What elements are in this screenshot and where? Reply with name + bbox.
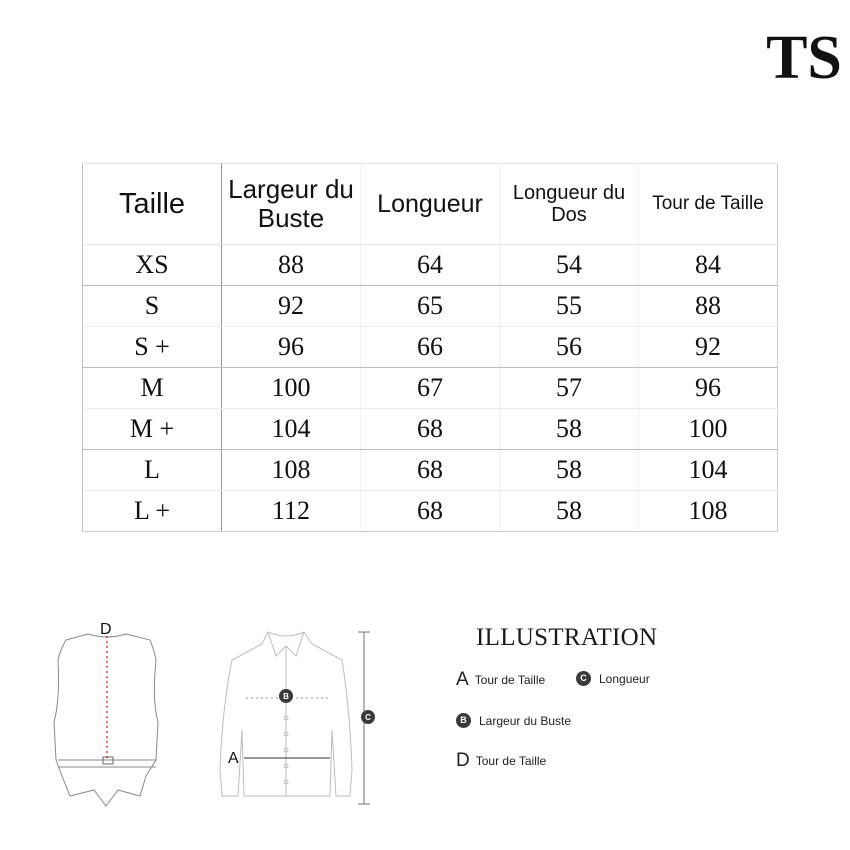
- legend-item-a: [456, 670, 545, 689]
- table-cell: XS: [83, 245, 222, 286]
- table-cell: 96: [222, 327, 361, 368]
- legend-item-b: [456, 713, 571, 728]
- table-row: [83, 368, 778, 409]
- garment-measurement-drawing: [0, 600, 420, 830]
- table-cell: 57: [500, 368, 639, 409]
- legend-item-d: [456, 751, 546, 770]
- ts-monogram-logo: [766, 22, 842, 92]
- table-cell: S +: [83, 327, 222, 368]
- table-cell: 58: [500, 409, 639, 450]
- table-row: [83, 409, 778, 450]
- legend-label: Tour de Taille: [474, 672, 546, 687]
- table-cell: 88: [639, 286, 778, 327]
- shirt-badge-c-text: C: [365, 713, 371, 722]
- table-cell: 112: [222, 491, 361, 532]
- table-cell: 64: [361, 245, 500, 286]
- legend-label: Largeur du Buste: [479, 713, 572, 728]
- table-cell: 104: [222, 409, 361, 450]
- table-cell: 54: [500, 245, 639, 286]
- table-cell: 88: [222, 245, 361, 286]
- table-cell: 84: [639, 245, 778, 286]
- table-cell: 66: [361, 327, 500, 368]
- table-cell: 68: [361, 491, 500, 532]
- table-cell: 92: [639, 327, 778, 368]
- illustration-title: ILLUSTRATION: [476, 624, 658, 651]
- table-cell: M: [83, 368, 222, 409]
- table-cell: 58: [500, 491, 639, 532]
- table-cell: 67: [361, 368, 500, 409]
- table-cell: 65: [361, 286, 500, 327]
- legend-marker-c: C: [576, 671, 591, 686]
- table-row: [83, 491, 778, 532]
- table-cell: 92: [222, 286, 361, 327]
- shirt-drawing: [220, 632, 352, 796]
- shirt-badge-b-text: B: [283, 692, 289, 701]
- table-cell: M +: [83, 409, 222, 450]
- vest-back-drawing: [54, 634, 158, 806]
- table-cell: 55: [500, 286, 639, 327]
- table-cell: 68: [361, 450, 500, 491]
- table-cell: 100: [222, 368, 361, 409]
- table-cell: S: [83, 286, 222, 327]
- table-cell: 104: [639, 450, 778, 491]
- table-header-row: [83, 164, 778, 245]
- legend-item-c: [576, 671, 650, 686]
- legend-label: Tour de Taille: [475, 753, 547, 768]
- table-cell: L: [83, 450, 222, 491]
- table-cell: 96: [639, 368, 778, 409]
- table-cell: L +: [83, 491, 222, 532]
- column-header-taille: Taille: [83, 164, 222, 245]
- vest-label-d: D: [100, 621, 112, 638]
- table-row: [83, 450, 778, 491]
- table-row: [83, 327, 778, 368]
- table-cell: 58: [500, 450, 639, 491]
- legend-label: Longueur: [599, 671, 650, 686]
- shirt-label-a: A: [228, 750, 239, 767]
- svg-text:TS: TS: [766, 24, 842, 92]
- table-cell: 108: [639, 491, 778, 532]
- column-header-tour-taille: Tour de Taille: [639, 164, 778, 245]
- legend-marker-d: D: [456, 750, 470, 771]
- table-cell: 100: [639, 409, 778, 450]
- size-chart-table: [82, 163, 778, 532]
- column-header-longueur-dos: Longueur du Dos: [500, 164, 639, 245]
- table-row: [83, 286, 778, 327]
- column-header-largeur-buste: Largeur du Buste: [222, 164, 361, 245]
- table-row: [83, 245, 778, 286]
- legend-marker-a: A: [456, 669, 469, 690]
- table-cell: 56: [500, 327, 639, 368]
- table-cell: 108: [222, 450, 361, 491]
- column-header-longueur: Longueur: [361, 164, 500, 245]
- table-cell: 68: [361, 409, 500, 450]
- legend-marker-b: B: [456, 713, 471, 728]
